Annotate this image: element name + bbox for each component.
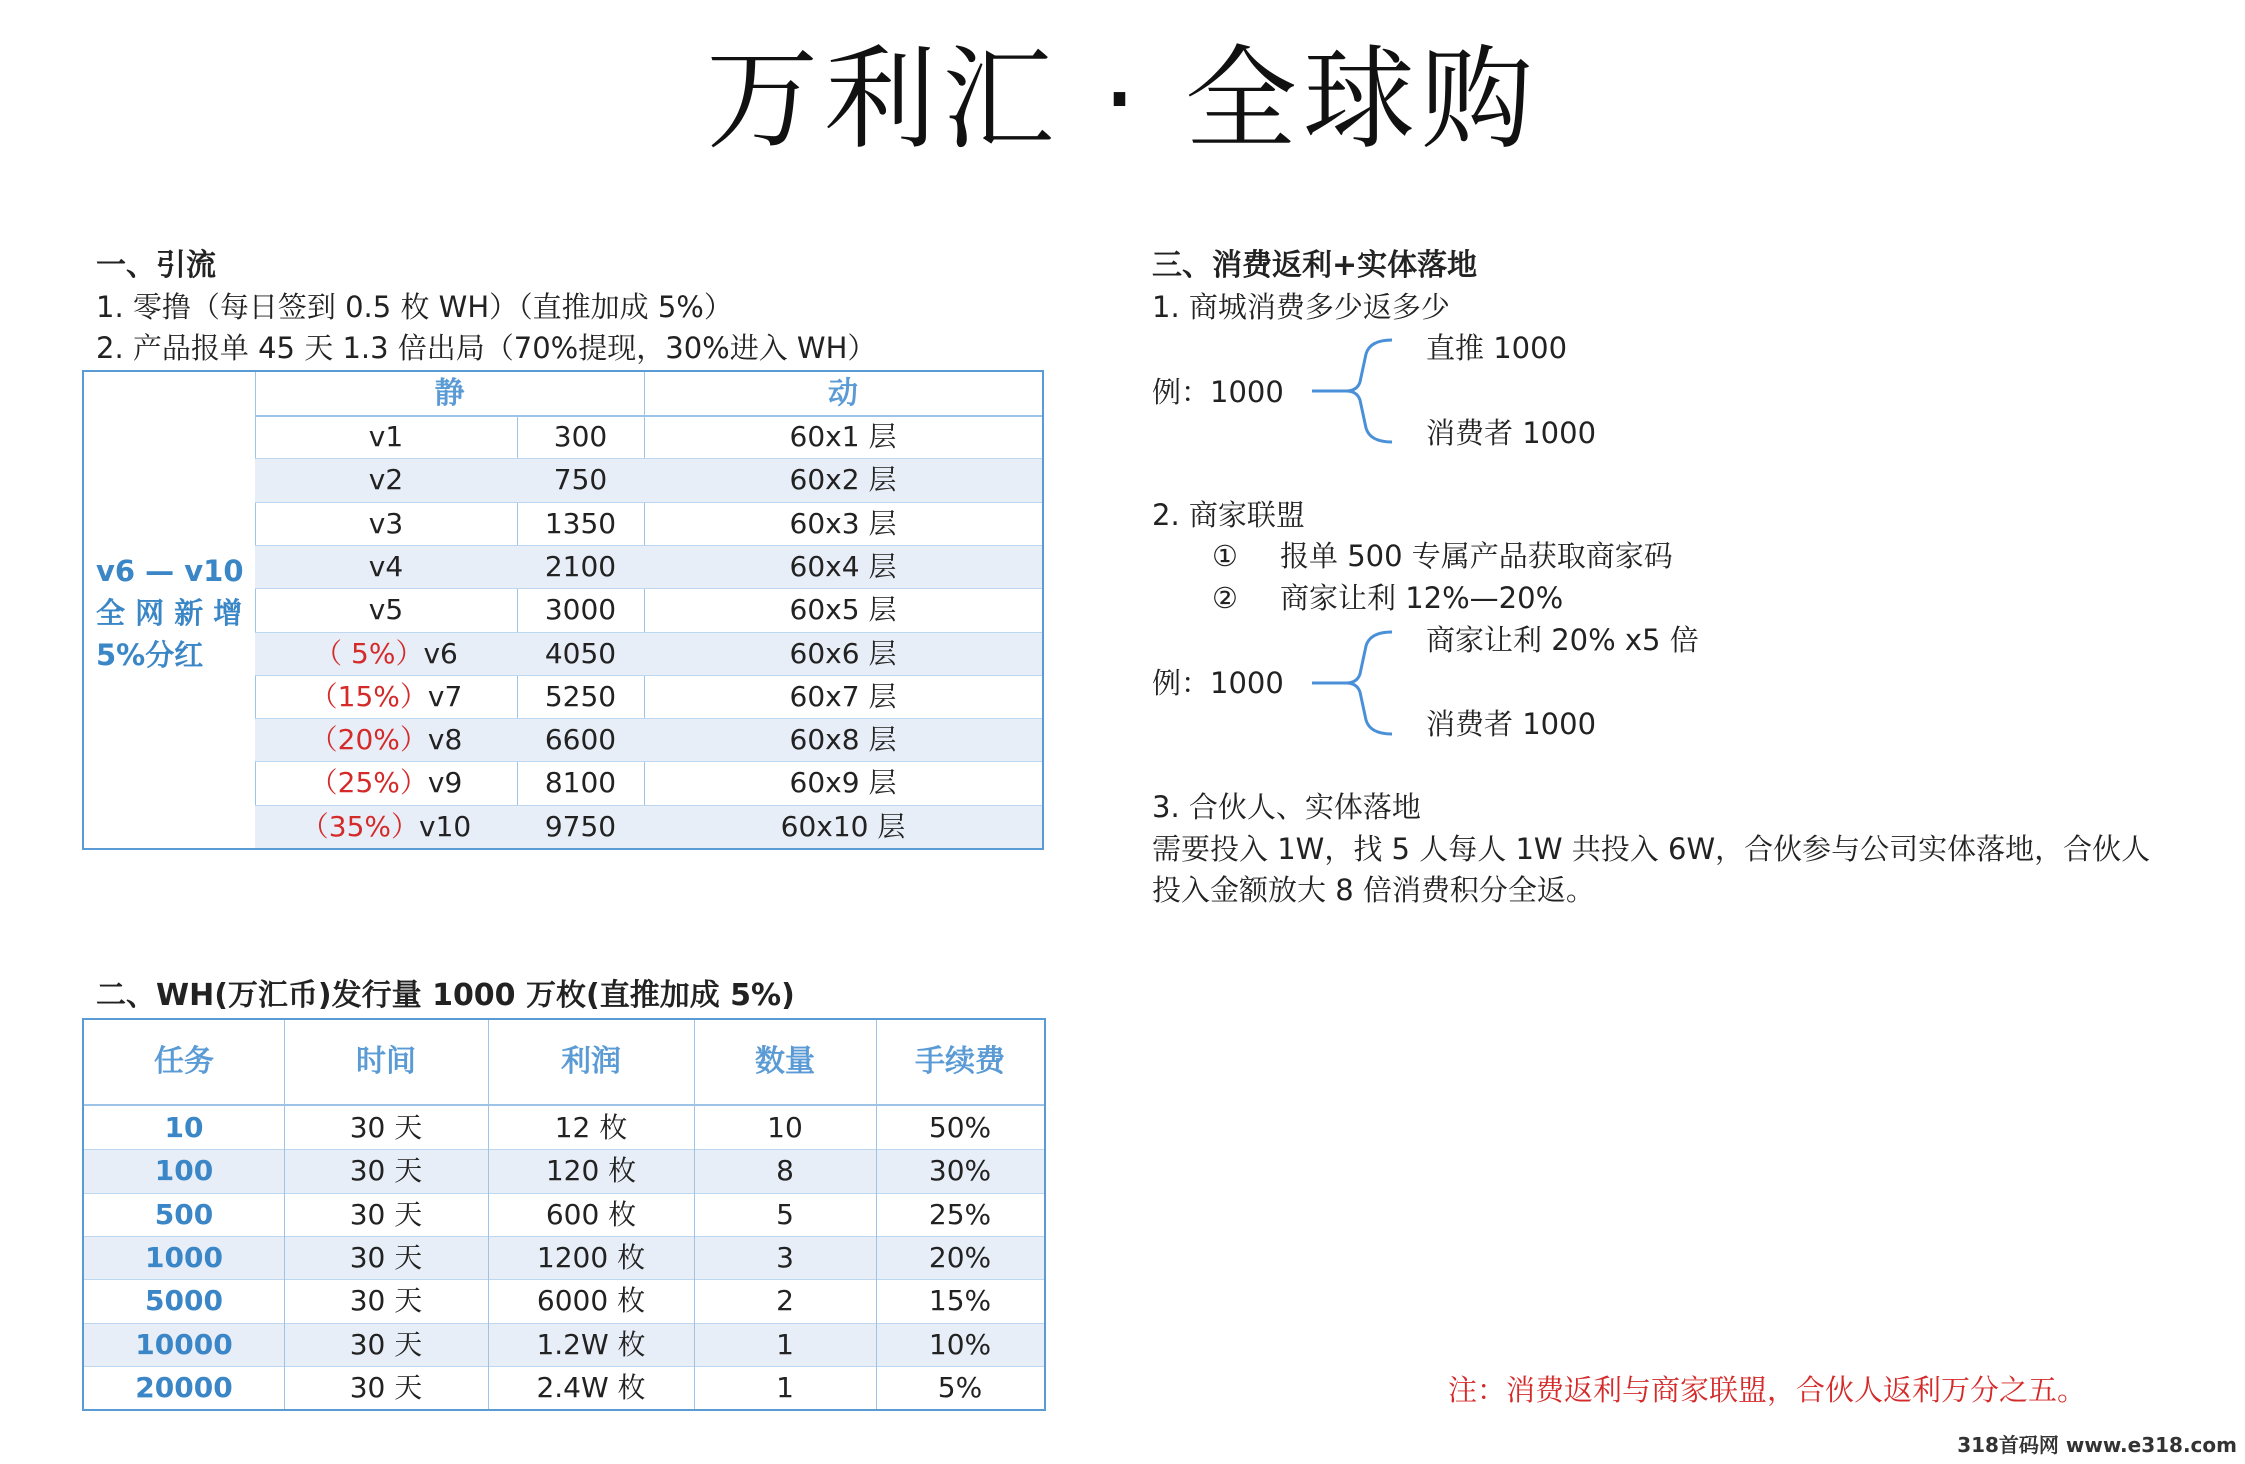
table-row xyxy=(255,805,1042,849)
table-row xyxy=(255,458,1042,502)
section3-item1-title: 1. 商城消费多少返多少 xyxy=(1152,290,1450,324)
fee-cell: 15% xyxy=(928,1284,992,1318)
section1-line1: 1. 零撸（每日签到 0.5 枚 WH）（直推加成 5%） xyxy=(96,290,733,324)
column-divider xyxy=(876,1020,877,1409)
profit-cell: 2.4W 枚 xyxy=(536,1370,646,1404)
level-name: v1 xyxy=(368,420,404,453)
amount-cell: 8100 xyxy=(544,766,617,800)
level-name: v2 xyxy=(368,463,404,497)
item2-sub2-number: ② xyxy=(1212,581,1238,615)
layers-cell: 60x6 层 xyxy=(789,636,897,670)
item2-sub2: 商家让利 12%—20% xyxy=(1280,581,1564,615)
task-cell: 20000 xyxy=(135,1370,233,1404)
item1-branch-bottom: 消费者 1000 xyxy=(1426,416,1597,450)
table-row xyxy=(255,718,1042,762)
item2-sub1-number: ① xyxy=(1212,539,1238,573)
section3-item2-title: 2. 商家联盟 xyxy=(1152,498,1305,532)
level-percent: （35%） xyxy=(300,809,420,843)
level-name: v5 xyxy=(368,593,404,627)
level-percent: （15%） xyxy=(309,679,428,713)
time-cell: 30 天 xyxy=(349,1154,423,1188)
amount-cell: 9750 xyxy=(544,809,617,843)
row-divider xyxy=(255,675,1042,676)
time-cell: 30 天 xyxy=(349,1197,423,1231)
level-table-left-cell xyxy=(84,372,256,848)
layers-cell: 60x1 层 xyxy=(789,420,897,453)
table-row xyxy=(255,632,1042,676)
table-row xyxy=(255,502,1042,546)
row-divider xyxy=(255,761,1042,762)
layers-cell: 60x7 层 xyxy=(789,679,897,713)
item2-branch-top: 商家让利 20% x5 倍 xyxy=(1426,623,1699,657)
amount-cell: 750 xyxy=(553,463,608,497)
row-divider xyxy=(84,1323,1044,1324)
layers-cell: 60x8 层 xyxy=(789,723,897,757)
level-name: v6 xyxy=(423,636,458,670)
level-percent: （20%） xyxy=(309,723,428,757)
footnote: 注：消费返利与商家联盟，合伙人返利万分之五。 xyxy=(1448,1373,2087,1407)
layers-cell: 60x3 层 xyxy=(789,506,897,540)
level-cell xyxy=(255,458,517,502)
column-header: 时间 xyxy=(356,1044,416,1079)
column-header: 利润 xyxy=(561,1044,621,1079)
level-percent: （25%） xyxy=(309,766,428,800)
item3-text-line2: 投入金额放大 8 倍消费积分全返。 xyxy=(1152,873,1595,907)
row-divider xyxy=(255,718,1042,719)
profit-cell: 6000 枚 xyxy=(536,1284,646,1318)
level-name: v10 xyxy=(419,809,472,843)
table-row xyxy=(84,1279,1044,1323)
time-cell: 30 天 xyxy=(349,1284,423,1318)
amount-cell: 2100 xyxy=(544,549,617,583)
time-cell: 30 天 xyxy=(349,1111,423,1144)
fee-cell: 50% xyxy=(928,1111,992,1144)
header-static: 静 xyxy=(255,372,644,417)
quantity-cell: 8 xyxy=(776,1154,794,1188)
fee-cell: 10% xyxy=(928,1327,992,1361)
task-cell: 10 xyxy=(164,1111,204,1144)
column-divider xyxy=(488,1020,489,1409)
level-cell xyxy=(255,632,517,676)
level-cell xyxy=(255,718,517,762)
task-cell: 5000 xyxy=(145,1284,223,1318)
row-divider xyxy=(84,1149,1044,1150)
quantity-cell: 10 xyxy=(767,1111,803,1144)
quantity-cell: 2 xyxy=(776,1284,794,1318)
row-divider xyxy=(84,1236,1044,1237)
table-row xyxy=(255,761,1042,805)
level-name: v8 xyxy=(427,723,463,757)
section2-heading: 二、WH(万汇币)发行量 1000 万枚(直推加成 5%) xyxy=(96,978,795,1013)
column-divider xyxy=(284,1020,285,1409)
column-header: 手续费 xyxy=(915,1044,1005,1079)
level-percent: （ 5%） xyxy=(314,636,424,670)
page-title: 万利汇 · 全球购 xyxy=(706,35,1539,165)
row-divider xyxy=(255,632,1042,633)
level-cell xyxy=(255,761,517,805)
row-divider xyxy=(255,588,1042,589)
level-name: v4 xyxy=(368,549,404,583)
section1-heading: 一、引流 xyxy=(96,248,216,283)
header-dynamic: 动 xyxy=(644,372,1042,417)
fee-cell: 25% xyxy=(928,1197,992,1231)
fee-cell: 5% xyxy=(937,1370,983,1404)
row-divider xyxy=(255,502,1042,503)
brace-icon xyxy=(1310,628,1394,738)
table-row xyxy=(255,545,1042,589)
level-cell xyxy=(255,588,517,632)
column-divider xyxy=(694,1020,695,1409)
table-row xyxy=(255,675,1042,719)
left-label-line: v6 — v10 xyxy=(96,554,244,588)
item2-example: 例：1000 xyxy=(1152,666,1284,700)
time-cell: 30 天 xyxy=(349,1240,423,1274)
amount-cell: 4050 xyxy=(544,636,617,670)
table-row xyxy=(84,1236,1044,1280)
item1-branch-top: 直推 1000 xyxy=(1426,331,1568,365)
level-cell xyxy=(255,545,517,589)
profit-cell: 1.2W 枚 xyxy=(536,1327,646,1361)
row-divider xyxy=(255,805,1042,806)
item3-text-line1: 需要投入 1W，找 5 人每人 1W 共投入 6W，合伙参与公司实体落地，合伙人 xyxy=(1152,832,2151,866)
row-divider xyxy=(84,1366,1044,1367)
level-cell xyxy=(255,415,517,459)
table-row xyxy=(255,415,1042,459)
quantity-cell: 5 xyxy=(776,1197,794,1231)
profit-cell: 120 枚 xyxy=(545,1154,637,1188)
item2-branch-bottom: 消费者 1000 xyxy=(1426,707,1597,741)
item2-sub1: 报单 500 专属产品获取商家码 xyxy=(1280,539,1673,573)
profit-cell: 1200 枚 xyxy=(536,1240,646,1274)
amount-cell: 5250 xyxy=(544,679,617,713)
level-cell xyxy=(255,502,517,546)
column-header: 数量 xyxy=(755,1044,815,1079)
amount-cell: 6600 xyxy=(544,723,617,757)
table-row xyxy=(84,1149,1044,1193)
row-divider xyxy=(84,1279,1044,1280)
section1-line2: 2. 产品报单 45 天 1.3 倍出局（70%提现，30%进入 WH） xyxy=(96,331,877,365)
section3-heading: 三、消费返利+实体落地 xyxy=(1152,248,1478,283)
quantity-cell: 3 xyxy=(776,1240,794,1274)
item1-example: 例：1000 xyxy=(1152,375,1284,409)
amount-cell: 300 xyxy=(553,420,608,453)
level-name: v7 xyxy=(427,679,463,713)
fee-cell: 20% xyxy=(928,1240,992,1274)
brace-icon xyxy=(1310,336,1394,446)
level-table-left-label xyxy=(96,550,244,676)
table-row xyxy=(84,1323,1044,1367)
task-cell: 100 xyxy=(154,1154,214,1188)
table-row xyxy=(84,1193,1044,1237)
time-cell: 30 天 xyxy=(349,1370,423,1404)
left-label-line: 全 网 新 增 xyxy=(96,596,243,630)
table-row xyxy=(84,1106,1044,1150)
amount-cell: 1350 xyxy=(544,506,617,540)
row-divider xyxy=(255,545,1042,546)
layers-cell: 60x5 层 xyxy=(789,593,897,627)
task-cell: 500 xyxy=(154,1197,214,1231)
fee-cell: 30% xyxy=(928,1154,992,1188)
layers-cell: 60x10 层 xyxy=(780,809,906,843)
quantity-cell: 1 xyxy=(776,1370,794,1404)
layers-cell: 60x4 层 xyxy=(789,549,897,583)
task-cell: 10000 xyxy=(135,1327,233,1361)
level-cell xyxy=(255,675,517,719)
task-cell: 1000 xyxy=(145,1240,223,1274)
row-divider xyxy=(84,1193,1044,1194)
watermark: 318首码网 www.e318.com xyxy=(1957,1433,2237,1457)
table-row xyxy=(255,588,1042,632)
profit-cell: 600 枚 xyxy=(545,1197,637,1231)
section3-item3-title: 3. 合伙人、实体落地 xyxy=(1152,790,1421,824)
profit-cell: 12 枚 xyxy=(554,1111,628,1144)
level-table xyxy=(82,370,1044,850)
time-cell: 30 天 xyxy=(349,1327,423,1361)
column-header: 任务 xyxy=(154,1044,214,1079)
layers-cell: 60x2 层 xyxy=(789,463,897,497)
quantity-cell: 1 xyxy=(776,1327,794,1361)
task-table xyxy=(82,1018,1046,1411)
row-divider xyxy=(255,458,1042,459)
level-name: v9 xyxy=(427,766,463,800)
layers-cell: 60x9 层 xyxy=(789,766,897,800)
table-row xyxy=(84,1366,1044,1410)
left-label-line: 5%分红 xyxy=(96,638,204,672)
level-cell xyxy=(255,805,517,849)
level-name: v3 xyxy=(368,506,404,540)
amount-cell: 3000 xyxy=(544,593,617,627)
